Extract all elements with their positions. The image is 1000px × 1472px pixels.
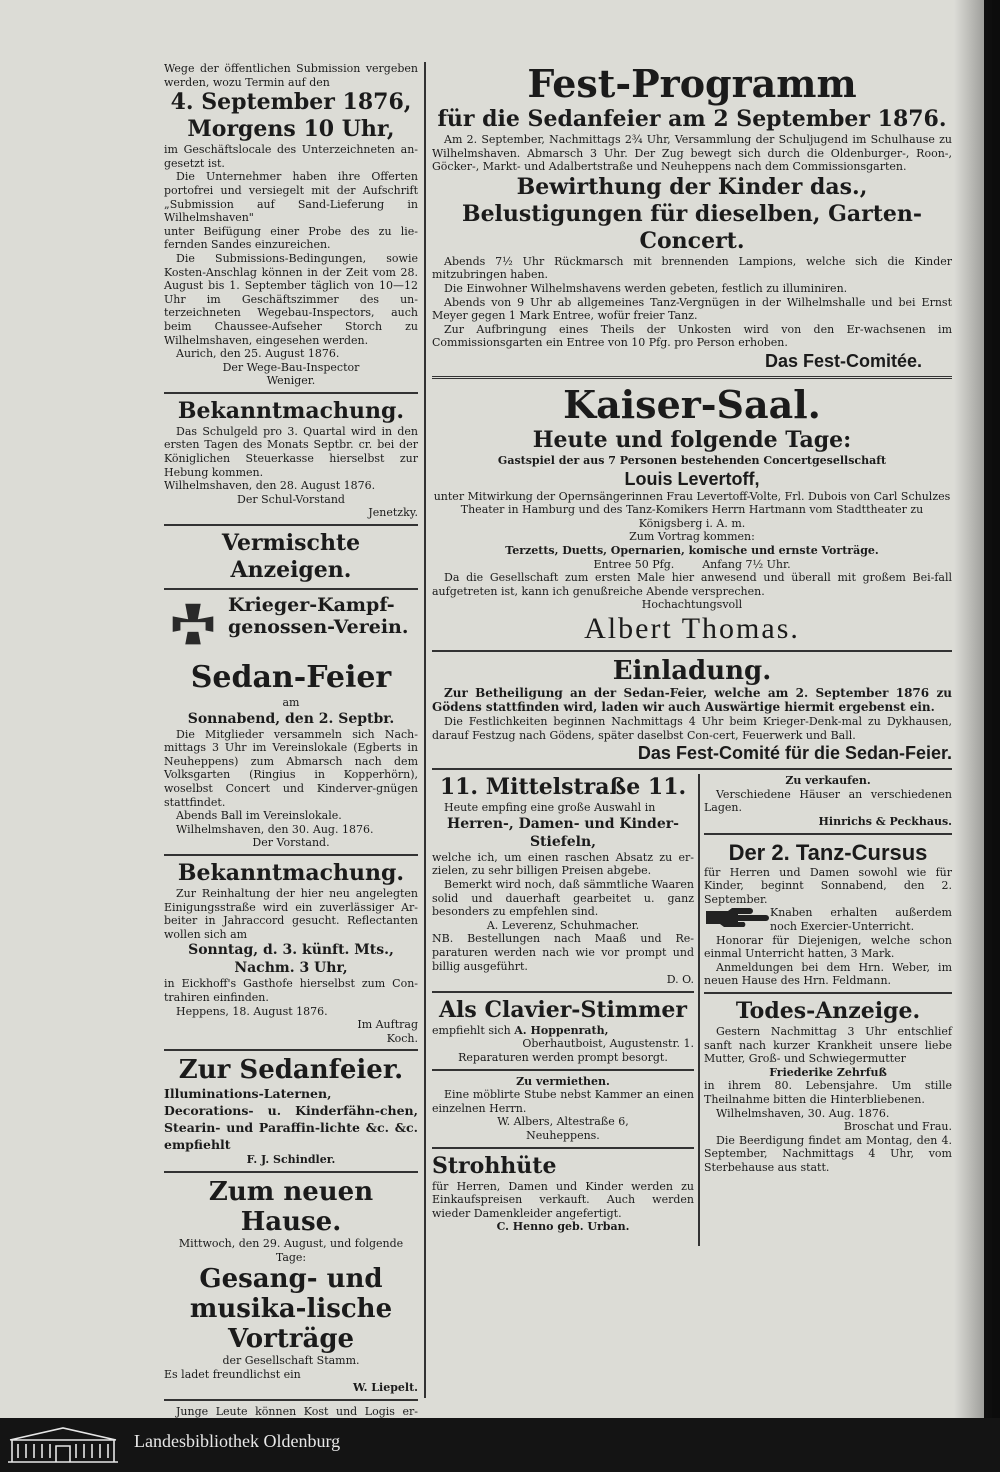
fest-heading-2: Bewirthung der Kinder das., Belustigungen für dieselben, Garten-Concert. (461, 173, 923, 254)
divider (432, 376, 952, 379)
schulgeld-office: Der Schul-Vorstand (237, 492, 345, 506)
tanz-text: für Herren und Damen sowohl wie für Kinder, beginnt Sonnabend, den 2. September. (704, 865, 952, 906)
small-ads-block (432, 774, 952, 1246)
neuen-hause-title-2: Gesang- und musika-lische Vorträge (189, 1264, 393, 1355)
stroh-text: für Herren, Damen und Kinder werden zu Einkaufspreisen verkauft. Auch werden wieder Damenkleider angefertigt. (432, 1179, 694, 1220)
todes-text-2: in ihrem 80. Lebensjahre. Um stille Theilnahme bitten die Hinterbliebenen. (704, 1079, 952, 1106)
library-name: Landesbibliothek Oldenburg (134, 1431, 341, 1451)
clavier-intro: empfiehlt sich (432, 1023, 511, 1037)
krieger-header (164, 594, 418, 660)
neuen-hause-invite: Es ladet freundlichst ein (164, 1367, 301, 1381)
submission-text-4: Die Submissions-Bedingungen, sowie Kosten-Anschlag können in der Zeit vom 28. August bis 1. September täglich von 10—12 Uhr im Geschäftszimmer des un-terzeichneten Wegebau-Inspectors, auch beim Chaussee-Aufseher Storch zu Wilhelmshaven, eingesehen werden. (164, 251, 418, 347)
kaiser-company: Louis Levertoff, (624, 468, 760, 489)
sedanfeier-title: Zur Sedanfeier. (178, 1055, 404, 1086)
strasse-text: Zur Reinhaltung der hier neu angelegten Einigungsstraße wird ein zuverlässiger Ar-beiter in Jahraccord gesucht. Reflectanten wollen sich am (164, 886, 418, 941)
kaiser-vortrag: Zum Vortrag kommen: (629, 530, 755, 544)
tanz-honorar: Honorar für Diejenigen, welche schon einmal Unterricht hatten, 3 Mark. (704, 933, 952, 961)
krieger-sign: Der Vorstand. (252, 836, 330, 850)
strasse-auftrag: Im Auftrag (357, 1018, 418, 1032)
todes-text-3: Die Beerdigung findet am Montag, den 4. September, Nachmittags 4 Uhr, vom Sterbehause aus statt. (704, 1133, 952, 1174)
kaiser-text: unter Mitwirkung der Opernsängerinnen Frau Levertoff-Volte, Frl. Dubois von Carl Schulzes Theater in Hamburg und des Tanz-Komikers Herrn Hartmann vom Stadttheater zu Königsberg i. A. m. (433, 489, 951, 530)
divider (164, 524, 418, 526)
mittel-boots: Herren-, Damen- und Kinder-Stiefeln, (447, 815, 679, 850)
sedanfeier-text: Illuminations-Laternen, Decorations- u. Kinderfähn-chen, Stearin- und Paraffin-lichte &c. &c. empfiehlt (164, 1086, 418, 1153)
strasse-date: Sonntag, d. 3. künft. Mts., Nachm. 3 Uhr, (188, 942, 394, 977)
stroh-title: Strohhüte (432, 1152, 557, 1179)
divider (432, 1147, 694, 1149)
submission-text-2: Die Unternehmer haben ihre Offerten portofrei und versiegelt mit der Aufschrift „Submission auf Sand-Lieferung in Wilhelmshaven" (164, 170, 418, 225)
submission-text-1: im Geschäftslocale des Unterzeichneten an-gesetzt ist. (164, 143, 418, 170)
divider (164, 1399, 418, 1401)
library-building-logo (4, 1422, 122, 1468)
krieger-ball: Abends Ball im Vereinslokale. (176, 809, 342, 823)
todes-title: Todes-Anzeige. (735, 997, 921, 1024)
krieger-date: Sonnabend, den 2. Septbr. (187, 710, 395, 727)
iron-cross-icon (164, 596, 222, 658)
vermischte-heading: Vermischte Anzeigen. (221, 530, 361, 584)
divider (164, 588, 418, 590)
todes-place-date: Wilhelmshaven, 30. Aug. 1876. (716, 1106, 890, 1120)
tanz-knaben-row (704, 906, 952, 933)
verkaufen-name: Hinrichs & Peckhaus. (818, 815, 952, 829)
left-column (164, 62, 418, 1432)
tanz-anmeldung: Anmeldungen bei dem Hrn. Weber, im neuen Hause des Hrn. Feldmann. (704, 960, 952, 988)
tanz-knaben: Knaben erhalten außerdem noch Exercier-Unterricht. (770, 906, 952, 933)
pointing-hand-icon (704, 906, 770, 928)
vermiethen-title: Zu vermiethen. (516, 1074, 610, 1088)
kaiser-sign: Albert Thomas. (584, 611, 800, 645)
divider (704, 833, 952, 835)
fest-subtitle: für die Sedanfeier am 2 September 1876. (437, 106, 947, 132)
strasse-title: Bekanntmachung. (177, 859, 405, 886)
todes-text-1: Gestern Nachmittag 3 Uhr entschlief sanft nach kurzer Krankheit unsere liebe Mutter, Groß- und Schwiegermutter (704, 1024, 952, 1066)
todes-name: Friederike Zehrfuß (769, 1065, 887, 1079)
submission-place-date: Aurich, den 25. August 1876. (176, 347, 340, 361)
strasse-text-2: in Eickhoff's Gasthofe hierselbst zum Con-trahiren einfinden. (164, 977, 418, 1004)
kaiser-regards: Hochachtungsvoll (641, 598, 743, 612)
strasse-name: Koch. (386, 1031, 418, 1045)
divider (704, 992, 952, 994)
vermiethen-place: Neuheppens. (526, 1128, 600, 1142)
kost-logis: Junge Leute können Kost und Logis er- (176, 1404, 418, 1418)
einladung-title: Einladung. (612, 655, 772, 686)
divider (432, 991, 694, 993)
strasse-place-date: Heppens, 18. August 1876. (176, 1004, 328, 1018)
verkaufen-title: Zu verkaufen. (785, 774, 871, 788)
krieger-place-date: Wilhelmshaven, den 30. Aug. 1876. (176, 822, 374, 836)
krieger-title-1: Krieger-Kampf- (228, 594, 395, 617)
fest-title: Fest-Programm (527, 61, 857, 106)
column-rule (424, 62, 426, 1398)
vermiethen-text: Eine möblirte Stube nebst Kammer an einen einzelnen Herrn. (432, 1088, 694, 1115)
divider (164, 1049, 418, 1051)
mittel-sign: A. Leverenz, Schuhmacher. (486, 918, 640, 932)
submission-date: 4. September 1876, (170, 89, 412, 116)
column-rule (698, 774, 700, 1246)
kaiser-entree: Entree 50 Pfg. Anfang 7½ Uhr. (593, 557, 791, 571)
clavier-text-2: Reparaturen werden prompt besorgt. (458, 1050, 668, 1064)
divider (164, 854, 418, 856)
neuen-hause-text: der Gesellschaft Stamm. (222, 1354, 360, 1368)
schulgeld-text: Das Schulgeld pro 3. Quartal wird in den ersten Tagen des Monats Septbr. cr. bei der Königlichen Steuerkasse hierselbst zur Hebung kommen. (164, 424, 418, 479)
clavier-title: Als Clavier-Stimmer (438, 996, 687, 1023)
fest-text-4: Abends von 9 Uhr ab allgemeines Tanz-Vergnügen in der Wilhelmshalle und bei Ernst Meyer gegen 1 Mark Entree, wofür freier Tanz. (432, 295, 952, 323)
divider (432, 1069, 694, 1071)
einladung-text-1: Zur Betheiligung an der Sedan-Feier, welche am 2. September 1876 zu Gödens stattfinden wird, laden wir auch Auswärtige hiermit ergebenst ein. (432, 685, 952, 715)
stroh-name: C. Henno geb. Urban. (496, 1220, 630, 1234)
mittel-nb: NB. Bestellungen nach Maaß und Re-paraturen werden nach wie vor prompt und billig ausgeführt. (432, 932, 694, 973)
vermiethen-name: W. Albers, Altestraße 6, (497, 1115, 629, 1129)
divider (164, 392, 418, 394)
kaiser-text-2: Da die Gesellschaft zum ersten Male hier anwesend und überall mit großem Bei-fall aufgetreten ist, kann ich genußreiche Abende versprechen. (432, 571, 952, 598)
mittel-title: 11. Mittelstraße 11. (439, 774, 687, 801)
todes-family: Broschat und Frau. (843, 1120, 952, 1134)
fest-text-3: Die Einwohner Wilhelmshavens werden gebeten, festlich zu illuminiren. (444, 281, 848, 295)
schulgeld-place-date: Wilhelmshaven, den 28. August 1876. (164, 479, 376, 493)
mittel-text-1: Heute empfing eine große Auswahl in (444, 801, 656, 815)
mittel-text-2: welche ich, um einen raschen Absatz zu er-zielen, zu sehr billigen Preisen abgebe. (432, 850, 694, 878)
neuen-hause-date: Mittwoch, den 29. August, und folgende Tage: (178, 1236, 404, 1264)
clavier-name: A. Hoppenrath, (514, 1023, 609, 1037)
divider (164, 1171, 418, 1173)
kaiser-subtitle: Heute und folgende Tage: (532, 426, 852, 453)
small-ads-right (704, 774, 952, 1174)
einladung-sign: Das Fest-Comité für die Sedan-Feier. (637, 743, 952, 764)
page-edge-shadow (984, 0, 992, 1418)
submission-text-3: unter Beifügung einer Probe des zu lie-fernden Sandes einzureichen. (164, 224, 418, 252)
submission-name: Weniger. (266, 374, 316, 388)
sedanfeier-name: F. J. Schindler. (246, 1153, 336, 1167)
fest-sign: Das Fest-Comitée. (764, 350, 922, 371)
divider (432, 650, 952, 652)
library-footer (0, 1418, 1000, 1472)
submission-time: Morgens 10 Uhr, (187, 116, 395, 143)
mittel-text-3: Bemerkt wird noch, daß sämmtliche Waaren solid und dauerhaft gearbeitet u. ganz besonders zu empfehlen sind. (432, 878, 694, 919)
schulgeld-name: Jenetzky. (368, 506, 418, 520)
schulgeld-title: Bekanntmachung. (177, 397, 405, 424)
einladung-text-2: Die Festlichkeiten beginnen Nachmittags 4 Uhr beim Krieger-Denk-mal zu Dykhausen, darauf Festzug nach Gödens, später daselbst Con-cert, Feuerwerk und Ball. (432, 715, 952, 742)
fest-text-2: Abends 7½ Uhr Rückmarsch mit brennenden Lampions, welche sich die Kinder mitzubringen haben. (432, 254, 952, 282)
clavier-text (432, 1024, 694, 1038)
kaiser-gastspiel: Gastspiel der aus 7 Personen bestehenden Concertgesellschaft (497, 453, 887, 467)
tanz-title: Der 2. Tanz-Cursus (728, 839, 928, 865)
right-column (432, 62, 952, 1246)
mittel-initials: D. O. (666, 973, 694, 987)
submission-office: Der Wege-Bau-Inspector (222, 360, 360, 374)
krieger-title-3: Sedan-Feier (190, 660, 392, 696)
fest-text-5: Zur Aufbringung eines Theils der Unkosten wird von den Er-wachsenen im Commissionsgarten ein Entree von 10 Pfg. pro Person erhoben. (432, 322, 952, 350)
verkaufen-text: Verschiedene Häuser an verschiedenen Lagen. (704, 787, 952, 815)
kaiser-title: Kaiser-Saal. (563, 381, 821, 427)
divider (432, 768, 952, 770)
fest-text-1: Am 2. September, Nachmittags 2¾ Uhr, Versammlung der Schuljugend im Schulhause zu Wilhelmshaven. Abmarsch 3 Uhr. Der Zug bewegt sich durch die Oldenburger-, Roon-, Göcker-, Markt- und Adalbertstraße und Neuheppens nach dem Commissionsgarten. (432, 133, 952, 174)
clavier-address: Oberhautboist, Augustenstr. 1. (522, 1037, 694, 1051)
kaiser-program: Terzetts, Duetts, Opernarien, komische und ernste Vorträge. (505, 543, 879, 557)
krieger-text: Die Mitglieder versammeln sich Nach-mittags 3 Uhr im Vereinslokale (Egberts in Neuheppens) zum Abmarsch nach dem Volksgarten (Ringius in Kopperhörn), woselbst Concert und Kinderver-gnügen stattfindet. (164, 727, 418, 809)
krieger-am: am (282, 696, 300, 710)
krieger-title-2: genossen-Verein. (228, 616, 409, 639)
submission-intro: Wege der öffentlichen Submission vergeben werden, wozu Termin auf den (164, 62, 418, 89)
neuen-hause-name: W. Liepelt. (353, 1381, 418, 1395)
neuen-hause-title: Zum neuen Hause. (208, 1176, 374, 1237)
small-ads-left (432, 774, 694, 1234)
